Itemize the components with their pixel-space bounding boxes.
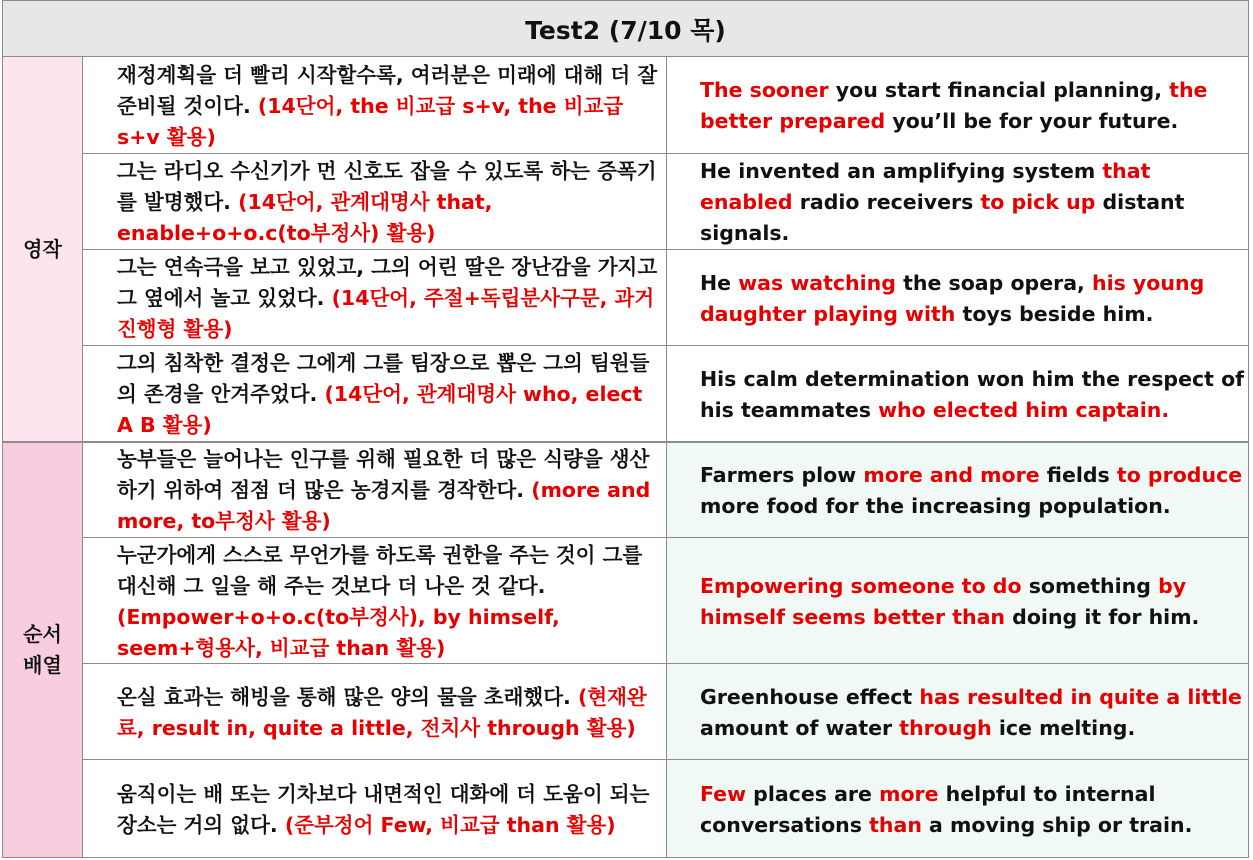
- section-divider: [2, 441, 1249, 443]
- answer-text-segment: the soap opera,: [895, 270, 1092, 295]
- answer-text-segment: His calm determination won him the respect of his teammates: [700, 366, 1245, 422]
- answer-highlight-segment: than: [869, 812, 922, 837]
- table-row: [83, 346, 1249, 442]
- answer-text-segment: ice melting.: [991, 715, 1136, 740]
- korean-prompt-cell: 누군가에게 스스로 무언가를 하도록 권한을 주는 것이 그를 대신해 그 일을 해 주는 것보다 더 나은 것 같다. (Empower+o+o.c(to부정사), by himself, seem+형용사, 비교급 than 활용): [83, 538, 667, 663]
- answer-text-segment: fields: [1039, 462, 1117, 487]
- answer-text-segment: you start financial planning,: [828, 78, 1170, 102]
- answer-highlight-segment: Few: [700, 781, 747, 806]
- answer-text-segment: He invented an amplifying system: [700, 159, 1103, 183]
- korean-prompt-cell: 움직이는 배 또는 기차보다 내면적인 대화에 더 도움이 되는 장소는 거의 없다. (준부정어 Few, 비교급 than 활용): [83, 760, 667, 857]
- korean-prompt-cell: 그는 연속극을 보고 있었고, 그의 어린 딸은 장난감을 가지고 그 옆에서 놀고 있었다. (14단어, 주절+독립분사구문, 과거진행형 활용): [83, 250, 667, 345]
- answer-text-segment: amount of water: [700, 715, 900, 740]
- korean-prompt-cell: 그는 라디오 수신기가 먼 신호도 잡을 수 있도록 하는 증폭기를 발명했다. (14단어, 관계대명사 that, enable+o+o.c(to부정사) 활용): [83, 154, 667, 249]
- answer-highlight-segment: to pick up: [980, 190, 1096, 214]
- answer-highlight-segment: The sooner: [700, 78, 829, 102]
- answer-highlight-segment: through: [899, 715, 992, 740]
- answer-highlight-segment: more: [879, 781, 939, 806]
- answer-highlight-segment: more and more: [863, 462, 1040, 487]
- korean-prompt-cell: 그의 침착한 결정은 그에게 그를 팀장으로 뽑은 그의 팀원들의 존경을 안겨주었다. (14단어, 관계대명사 who, elect A B 활용): [83, 346, 667, 441]
- answer-highlight-segment: by himself seems better than: [700, 573, 1187, 629]
- answer-text-segment: Greenhouse effect: [700, 684, 920, 709]
- answer-text-segment: more food for the increasing population.: [700, 493, 1171, 518]
- answer-highlight-segment: Empowering someone to do: [700, 573, 1022, 598]
- table-row: [83, 154, 1249, 250]
- answer-highlight-segment: his young daughter playing with: [700, 270, 1205, 326]
- answer-highlight-segment: who elected him captain.: [878, 397, 1170, 422]
- table-row: [83, 442, 1249, 538]
- english-answer-cell: [667, 346, 1248, 441]
- answer-text-segment: a moving ship or train.: [921, 812, 1193, 837]
- english-answer-cell: [667, 760, 1248, 857]
- answer-text-segment: something: [1021, 573, 1159, 598]
- answer-text-segment: distant signals.: [700, 190, 1185, 245]
- worksheet-title: Test2 (7/10 목): [2, 0, 1249, 57]
- answer-text-segment: you’ll be for your future.: [885, 109, 1179, 133]
- answer-highlight-segment: was watching: [738, 270, 896, 295]
- table-row: [83, 538, 1249, 664]
- english-answer-cell: [667, 442, 1248, 537]
- answer-highlight-segment: that enabled: [700, 159, 1151, 214]
- english-answer-cell: [667, 664, 1248, 759]
- category-ordering-cell: [2, 442, 83, 858]
- answer-text-segment: radio receivers: [792, 190, 981, 214]
- answer-text-segment: doing it for him.: [1005, 604, 1200, 629]
- table-row: [83, 250, 1249, 346]
- english-answer-cell: [667, 57, 1248, 153]
- answer-text-segment: helpful to internal conversations: [700, 781, 1156, 837]
- worksheet-table: [2, 0, 1251, 858]
- answer-highlight-segment: to produce: [1116, 462, 1243, 487]
- table-row: [83, 57, 1249, 154]
- english-answer-cell: [667, 154, 1248, 249]
- category-composition-cell: [2, 57, 83, 442]
- category-composition-label: 영작: [23, 236, 62, 261]
- korean-prompt-cell: 재정계획을 더 빨리 시작할수록, 여러분은 미래에 대해 더 잘 준비될 것이다. (14단어, the 비교급 s+v, the 비교급 s+v 활용): [83, 57, 667, 153]
- answer-text-segment: Farmers plow: [700, 462, 864, 487]
- answer-highlight-segment: the better prepared: [700, 78, 1208, 133]
- korean-prompt-cell: 농부들은 늘어나는 인구를 위해 필요한 더 많은 식량을 생산하기 위하여 점점 더 많은 농경지를 경작한다. (more and more, to부정사 활용): [83, 442, 667, 537]
- answer-highlight-segment: has resulted in quite a little: [919, 684, 1242, 709]
- table-row: [83, 664, 1249, 760]
- english-answer-cell: [667, 250, 1248, 345]
- table-row: [83, 760, 1249, 858]
- english-answer-cell: [667, 538, 1248, 663]
- korean-prompt-cell: 온실 효과는 해빙을 통해 많은 양의 물을 초래했다. (현재완료, result in, quite a little, 전치사 through 활용): [83, 664, 667, 759]
- answer-text-segment: toys beside him.: [955, 301, 1154, 326]
- category-ordering-label: 순서 배열: [23, 621, 62, 677]
- answer-text-segment: He: [700, 270, 739, 295]
- answer-text-segment: places are: [746, 781, 880, 806]
